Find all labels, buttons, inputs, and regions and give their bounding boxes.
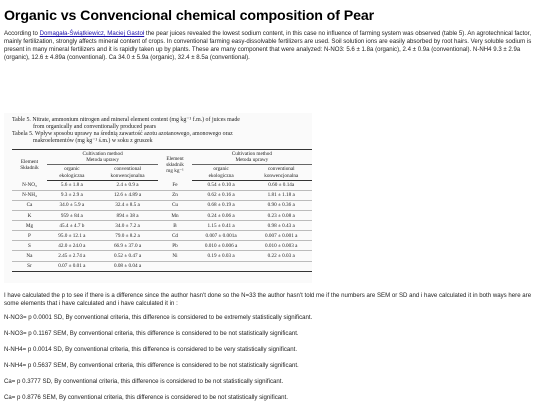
cell-conventional: 0.52 ± 0.47 a <box>97 251 158 261</box>
cell-organic: 45.4 ± 4.7 b <box>47 221 97 231</box>
cell-organic-2: 1.15 ± 0.41 a <box>192 221 251 231</box>
header-cultivation-pl: Metoda uprawy <box>86 157 119 164</box>
cell-conventional-2: 0.90 ± 0.36 a <box>250 201 312 211</box>
header-organic-en-right: organic <box>213 166 229 173</box>
cell-organic: 0.07 ± 0.01 a <box>47 261 97 271</box>
cell-organic-2 <box>192 261 251 271</box>
cell-element: N-NH₄ <box>12 190 47 200</box>
header-cultivation-left <box>47 150 158 165</box>
header-unit-mid: mg kg⁻¹ <box>166 168 184 175</box>
intro-text-before-link: According to <box>4 30 40 37</box>
table-row <box>12 241 312 251</box>
cell-conventional: 12.6 ± 4.89 a <box>97 190 158 200</box>
cell-conventional: 894 ± 38 a <box>97 211 158 221</box>
table-row <box>12 190 312 200</box>
cell-conventional-2: 0.22 ± 0.03 a <box>250 251 312 261</box>
table-row <box>12 221 312 231</box>
cell-element-2: Ni <box>158 251 191 261</box>
header-element <box>12 150 47 181</box>
table-row <box>12 201 312 211</box>
cell-conventional-2: 0.007 ± 0.001 a <box>250 231 312 241</box>
header-conventional-pl: konwencjonalna <box>110 172 145 179</box>
cell-conventional-2: 0.010 ± 0.003 a <box>250 241 312 251</box>
header-conventional-left <box>97 165 158 180</box>
result-line-ca-sd: Ca= p 0.3777 SD, By conventional criteria, this difference is considered to be not statistically significant. <box>4 378 284 385</box>
cell-conventional-2 <box>250 261 312 271</box>
header-element-en: Element <box>20 158 39 165</box>
intro-text-after-link: the pear juices revealed the lowest sodium content, in this case no influence of farming system was observed (table 5). An agrotechnical factor, mainly fertilization, strongly affects mineral content of crops. In conventional farming easy-dissolvable fertilizers are used. Soil solution ions are easily absorbed by root hairs. Very soluble sodium is present in many mineral fertilizers and it is rapidly taken up by plants. These are many component that were analyzed: N-NO3: 5.6 ± 1.8a (organic), 2.4 ± 0.9a (conventional). N-NH4 9.3 ± 2.9a (organic), 12.6 ± 4.89a (conventional). Ca 34.0 ± 5.9a (organic), 32.4 ± 8.5a (conventional). <box>4 30 532 62</box>
caption-polish-line-2: makroelementów (mg kg⁻¹ ś.m.) w soku z gruszek <box>33 138 153 144</box>
cell-element: K <box>12 211 47 221</box>
cell-organic-2: 0.24 ± 0.06 a <box>192 211 251 221</box>
result-line-nnh4-sem: N-NH4= p 0.5637 SEM, By conventional criteria, this difference is considered to be not statistically significant. <box>4 362 299 369</box>
header-organic-left <box>47 165 97 180</box>
cell-organic-2: 0.19 ± 0.03 a <box>192 251 251 261</box>
cell-conventional: 34.0 ± 7.2 a <box>97 221 158 231</box>
header-organic-pl-right: ekologiczna <box>208 172 234 179</box>
caption-polish-line-1: Tabela 5. Wpływ sposobu uprawy na średnią zawartość azotu azotanowego, amonowego oraz <box>12 131 233 137</box>
table-row <box>12 231 312 241</box>
cell-element-2: Cu <box>158 201 191 211</box>
cell-conventional: 66.9 ± 37.0 a <box>97 241 158 251</box>
table-row <box>12 211 312 221</box>
cell-conventional: 32.4 ± 8.5 a <box>97 201 158 211</box>
cell-organic: 5.6 ± 1.8 a <box>47 180 97 190</box>
cell-organic: 34.0 ± 5.9 a <box>47 201 97 211</box>
cell-element: N-NO₃ <box>12 180 47 190</box>
cell-element: Sr <box>12 261 47 271</box>
header-organic-pl: ekologiczna <box>59 172 85 179</box>
nutrient-table <box>12 149 312 272</box>
analysis-intro-paragraph: I have calculated the p to see if there is a difference since the author hasn't done so the N=33 the author hasn't told me if the numbers are SEM or SD and i have calculated it in both ways here are some elements that i have calculated and i have calculated it in : <box>4 292 532 307</box>
table-row <box>12 261 312 271</box>
table-row <box>12 251 312 261</box>
header-organic-right <box>192 165 251 180</box>
intro-paragraph <box>4 30 536 62</box>
header-conventional-pl-right: konwencjonalna <box>264 172 299 179</box>
header-organic-en: organic <box>64 166 80 173</box>
caption-english-line-2: from organically and conventionally produced pears <box>33 124 157 130</box>
cell-organic-2: 0.007 ± 0.001a <box>192 231 251 241</box>
cell-organic-2: 0.54 ± 0.10 a <box>192 180 251 190</box>
cell-organic-2: 0.68 ± 0.19 a <box>192 201 251 211</box>
cell-element: S <box>12 241 47 251</box>
cell-conventional-2: 1.81 ± 1.18 a <box>250 190 312 200</box>
cell-conventional: 0.08 ± 0.04 a <box>97 261 158 271</box>
caption-english-line-1: Table 5. Nitrate, ammonium nitrogen and mineral element content (mg kg⁻¹ f.m.) of juices made <box>12 117 240 123</box>
cell-element-2: Pb <box>158 241 191 251</box>
cell-element: Na <box>12 251 47 261</box>
cell-organic: 95.0 ± 12.1 a <box>47 231 97 241</box>
cell-element-2: B <box>158 221 191 231</box>
cell-element: Mg <box>12 221 47 231</box>
header-cultivation-right <box>192 150 312 165</box>
page-title: Organic vs Convencional chemical composition of Pear <box>4 8 375 24</box>
cell-element: P <box>12 231 47 241</box>
header-element-pl: Składnik <box>20 165 39 172</box>
cell-conventional-2: 0.98 ± 0.43 a <box>250 221 312 231</box>
cell-organic: 9.3 ± 2.9 a <box>47 190 97 200</box>
header-conventional-en-right: conventional <box>267 166 295 173</box>
author-link[interactable]: Domagała-Świątkiewicz, Maciej Gastoł <box>39 30 145 37</box>
header-element-mid-en: Element <box>166 155 184 162</box>
cell-element-2: Mn <box>158 211 191 221</box>
cell-conventional: 2.4 ± 0.9 a <box>97 180 158 190</box>
result-line-ca-sem: Ca= p 0.8776 SEM, By conventional criteria, this difference is considered to be not statistically significant. <box>4 394 288 401</box>
cell-element-2 <box>158 261 191 271</box>
result-line-nno3-sem: N-NO3= p 0.1167 SEM, By conventional criteria, this difference is considered to be not statistically significant. <box>4 330 299 337</box>
header-element-mid <box>158 150 191 181</box>
cell-conventional-2: 0.60 ± 0.14a <box>250 180 312 190</box>
result-line-nnh4-sd: N-NH4= p 0.0014 SD, By conventional criteria, this difference is considered to be very statistically significant. <box>4 346 298 353</box>
cell-organic: 42.0 ± 24.0 a <box>47 241 97 251</box>
cell-conventional-2: 0.23 ± 0.08 a <box>250 211 312 221</box>
header-cultivation-pl-right: Metoda uprawy <box>235 157 269 164</box>
cell-conventional: 79.0 ± 8.2 a <box>97 231 158 241</box>
cell-organic-2: 0.62 ± 0.16 a <box>192 190 251 200</box>
cell-element: Ca <box>12 201 47 211</box>
cell-element-2: Zn <box>158 190 191 200</box>
cell-organic: 2.45 ± 2.74 a <box>47 251 97 261</box>
table-figure-image <box>4 113 312 283</box>
table-row <box>12 180 312 190</box>
cell-organic: 959 ± 84 a <box>47 211 97 221</box>
header-conventional-right <box>250 165 312 180</box>
cell-element-2: Cd <box>158 231 191 241</box>
header-cultivation-en: Cultivation method <box>82 151 123 157</box>
result-line-nno3-sd: N-NO3= p 0.0001 SD, By conventional criteria, this difference is considered to be extremely statistically significant. <box>4 314 313 321</box>
header-element-mid-pl: składnik <box>166 162 184 169</box>
cell-element-2: Fe <box>158 180 191 190</box>
cell-organic-2: 0.010 ± 0.006 a <box>192 241 251 251</box>
header-conventional-en: conventional <box>114 166 141 173</box>
header-cultivation-en-right: Cultivation method <box>231 151 272 157</box>
